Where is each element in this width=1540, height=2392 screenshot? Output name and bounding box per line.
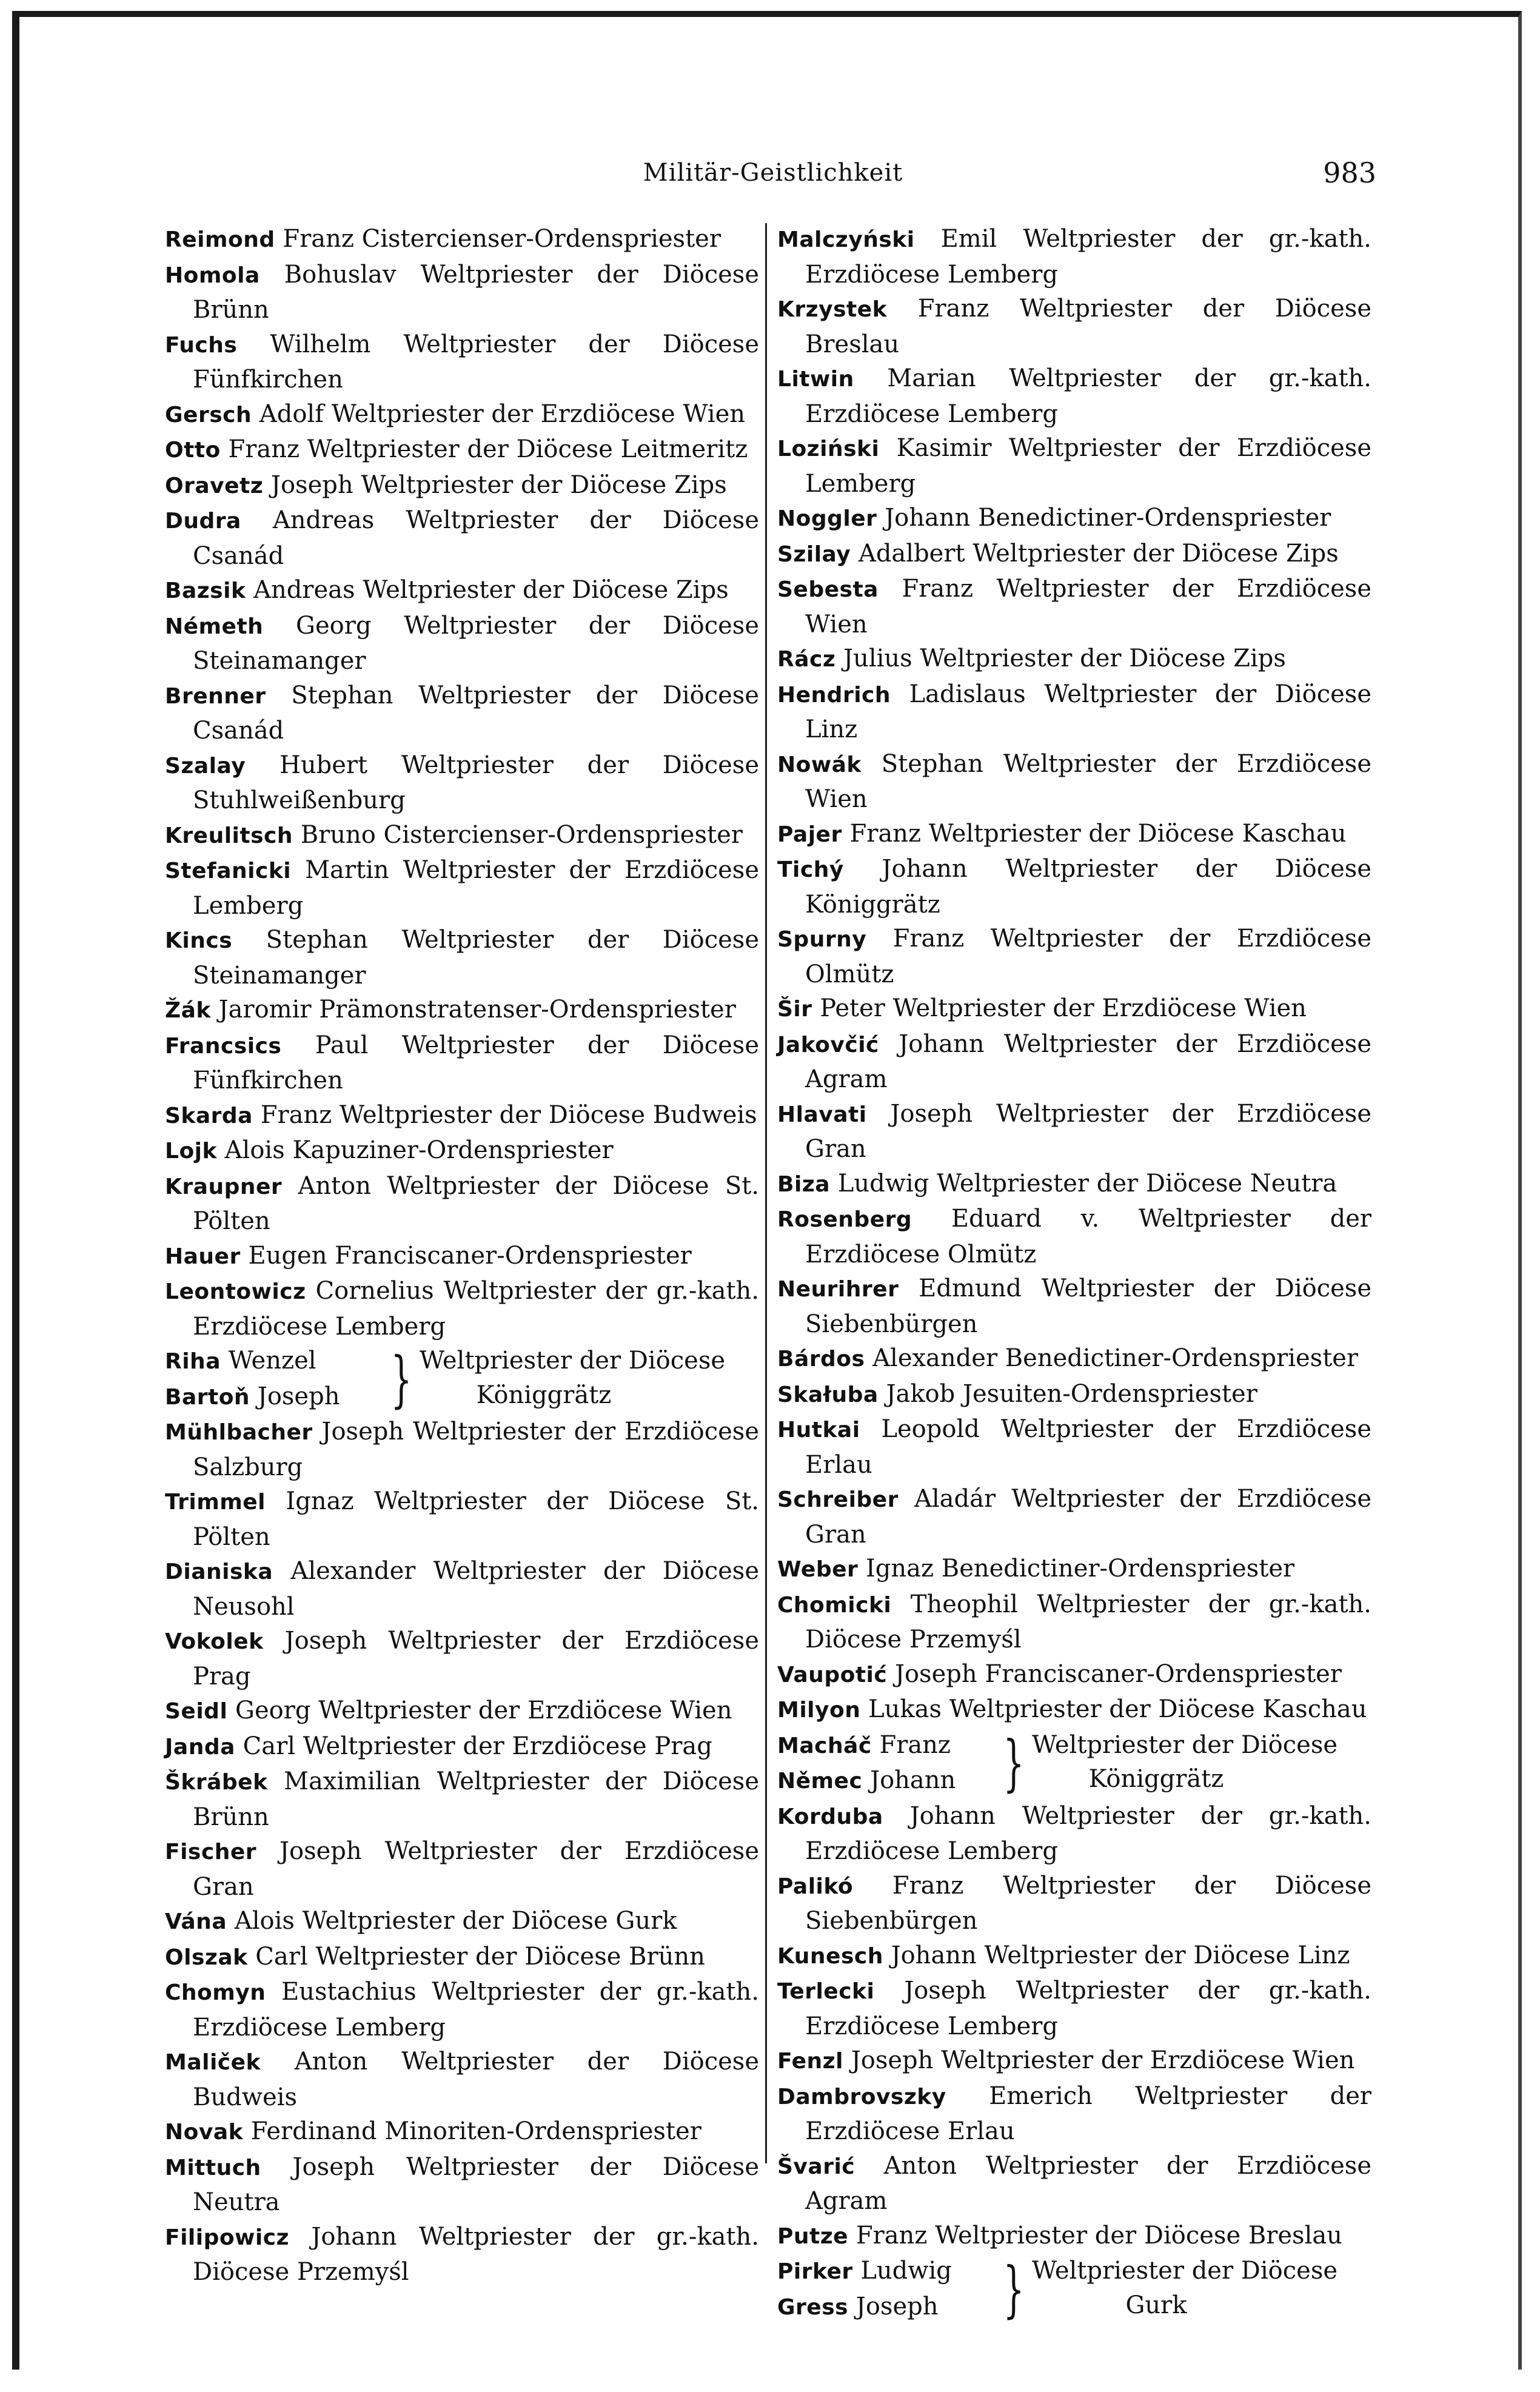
entry-details: Alois Weltpriester der Diöcese Gurk — [234, 1907, 677, 1935]
surname: Loziński — [777, 437, 880, 461]
entry-details: Franz Weltpriester der Erzdiöcese Wien — [805, 575, 1371, 638]
entry-details: Joseph Weltpriester der Erzdiöcese Gran — [193, 1837, 759, 1901]
entry — [777, 922, 1371, 991]
entry — [165, 1133, 759, 1169]
given-name: Ludwig — [860, 2257, 952, 2285]
entry — [777, 572, 1371, 642]
entry-details: Stephan Weltpriester der Diöcese Csanád — [193, 681, 759, 745]
entry — [777, 431, 1371, 501]
brace-icon: } — [1003, 2253, 1025, 2325]
entry — [777, 677, 1371, 747]
entry — [165, 1693, 759, 1729]
entry — [777, 1412, 1371, 1482]
brace-icon: } — [390, 1343, 412, 1415]
entry — [165, 2045, 759, 2114]
surname: Spurny — [777, 927, 867, 952]
entry-details: Franz Weltpriester der Erzdiöcese Olmütz — [805, 925, 1371, 988]
entry-details: Peter Weltpriester der Erzdiöcese Wien — [820, 994, 1307, 1022]
surname: Novak — [165, 2120, 244, 2145]
page-header — [170, 156, 1376, 195]
surname: Tichý — [777, 857, 844, 882]
surname: Pirker — [777, 2259, 853, 2284]
surname: Gersch — [165, 402, 252, 427]
entry — [777, 1552, 1371, 1587]
entry-details: Franz Weltpriester der Diöcese Siebenbürgen — [805, 1871, 1371, 1935]
entry-details: Theophil Weltpriester der gr.-kath. Diöcese Przemyśl — [805, 1590, 1371, 1653]
entry — [165, 1554, 759, 1624]
entry — [777, 1167, 1371, 1202]
entry-details: Carl Weltpriester der Diöcese Brünn — [255, 1942, 705, 1971]
grouped-names — [165, 1344, 389, 1415]
entry — [777, 1938, 1371, 1974]
entry-details: Joseph Weltpriester der Erzdiöcese Gran — [805, 1099, 1371, 1163]
entry — [777, 991, 1371, 1027]
entry-details: Anton Weltpriester der Diöcese Budweis — [193, 2048, 759, 2111]
surname: Rácz — [777, 647, 836, 672]
entry — [165, 818, 759, 854]
surname: Otto — [165, 438, 221, 463]
entry — [777, 2219, 1371, 2254]
entry-details: Franz Weltpriester der Diöcese Breslau — [805, 295, 1372, 358]
entry-details: Bruno Cistercienser-Ordenspriester — [300, 820, 743, 849]
entry-details: Andreas Weltpriester der Diöcese Zips — [253, 576, 729, 604]
entry-details: Ignaz Benedictiner-Ordenspriester — [866, 1555, 1295, 1583]
entry-details: Joseph Weltpriester der Erzdiöcese Wien — [851, 2046, 1355, 2074]
surname: Milyon — [777, 1698, 861, 1723]
surname: Krzystek — [777, 297, 888, 322]
column-divider — [765, 223, 767, 2163]
entry — [165, 1484, 759, 1554]
surname: Bartoň — [165, 1384, 250, 1410]
entry-details: Eugen Franciscaner-Ordenspriester — [248, 1241, 692, 1270]
entry — [165, 748, 759, 818]
surname: Lojk — [165, 1139, 217, 1164]
surname: Filipowicz — [165, 2225, 290, 2250]
surname: Hendrich — [777, 682, 891, 708]
entry-details: Joseph Weltpriester der Erzdiöcese Salzburg — [193, 1418, 759, 1481]
surname: Škrábek — [165, 1770, 268, 1795]
surname: Kreulitsch — [165, 823, 293, 848]
surname: Chomicki — [777, 1592, 892, 1618]
entry — [777, 852, 1371, 922]
entry — [165, 397, 759, 433]
entry — [777, 1974, 1371, 2043]
grouped-names — [777, 1728, 1002, 1799]
grouped-entry — [777, 2254, 1371, 2325]
entry — [165, 923, 759, 993]
entry-details: Stephan Weltpriester der Erzdiöcese Wien — [805, 749, 1371, 813]
running-title: Militär-Geistlichkeit — [643, 159, 903, 187]
grouped-names — [777, 2254, 1002, 2325]
entry-details: Ignaz Weltpriester der Diöcese St. Pölten — [193, 1487, 760, 1551]
surname: Sebesta — [777, 577, 879, 602]
entry — [777, 1692, 1371, 1728]
surname: Šir — [777, 997, 812, 1022]
entry — [777, 2149, 1371, 2219]
surname: Hutkai — [777, 1418, 860, 1442]
entry — [777, 1202, 1371, 1271]
entry — [165, 222, 759, 258]
surname: Kincs — [165, 928, 233, 953]
surname: Dambrovszky — [777, 2084, 946, 2109]
entry — [777, 537, 1371, 572]
surname: Hlavati — [777, 1102, 867, 1127]
surname: Dudra — [165, 509, 241, 534]
entry-details: Franz Weltpriester der Diöcese Kaschau — [849, 819, 1347, 848]
entry — [777, 1657, 1371, 1693]
left-column — [165, 222, 759, 2290]
entry-details: Andreas Weltpriester der Diöcese Csanád — [193, 506, 759, 570]
entry-details: Anton Weltpriester der Erzdiöcese Agram — [805, 2151, 1372, 2215]
entry — [165, 1169, 759, 1239]
entry — [165, 2220, 759, 2290]
entry-details: Kasimir Weltpriester der Erzdiöcese Lemberg — [805, 434, 1372, 498]
entry — [165, 1274, 759, 1344]
entry — [777, 1799, 1371, 1869]
surname: Stefanicki — [165, 859, 292, 883]
entry — [165, 1239, 759, 1275]
entry — [777, 2043, 1371, 2079]
grouped-entry — [165, 1344, 759, 1415]
entry — [165, 1975, 759, 2045]
surname: Nowák — [777, 752, 862, 777]
entry-details: Julius Weltpriester der Diöcese Zips — [843, 645, 1286, 672]
surname: Bazsik — [165, 578, 246, 603]
entry-details: Joseph Weltpriester der Erzdiöcese Prag — [193, 1627, 759, 1690]
shared-office — [1026, 2254, 1371, 2325]
entry — [165, 1098, 759, 1134]
entry-details: Johann Weltpriester der Diöcese Linz — [891, 1941, 1350, 1969]
surname: Neurihrer — [777, 1277, 899, 1302]
office-line: Königgrätz — [476, 1381, 612, 1409]
brace-icon: } — [1003, 1727, 1025, 1798]
entry — [777, 817, 1371, 853]
surname: Hauer — [165, 1244, 241, 1269]
entry — [777, 1482, 1371, 1552]
entry-details: Johann Weltpriester der gr.-kath. Diöcese Przemyśl — [193, 2222, 760, 2286]
entry-details: Lukas Weltpriester der Diöcese Kaschau — [868, 1695, 1367, 1723]
entry-details: Ferdinand Minoriten-Ordenspriester — [250, 2117, 701, 2145]
entry-line — [165, 1344, 389, 1379]
entry — [165, 609, 759, 678]
entry-details: Ladislaus Weltpriester der Diöcese Linz — [805, 680, 1371, 743]
surname: Chomyn — [165, 1980, 266, 2005]
entry-details: Eustachius Weltpriester der gr.-kath. Erzdiöcese Lemberg — [193, 1978, 759, 2042]
entry-details: Joseph Weltpriester der gr.-kath. Erzdiöcese Lemberg — [805, 1977, 1371, 2040]
surname: Jakovčić — [777, 1032, 879, 1057]
entry-details: Johann Weltpriester der gr.-kath. Erzdiöcese Lemberg — [805, 1801, 1372, 1865]
office-line: Königgrätz — [1088, 1765, 1224, 1793]
entry-details: Emerich Weltpriester der Erzdiöcese Erlau — [805, 2082, 1372, 2145]
entry — [777, 222, 1371, 292]
entry-details: Alexander Benedictiner-Ordenspriester — [872, 1344, 1359, 1372]
entry-details: Jakob Jesuiten-Ordenspriester — [886, 1379, 1257, 1408]
entry-details: Johann Weltpriester der Erzdiöcese Agram — [805, 1030, 1372, 1093]
entry — [165, 678, 759, 748]
entry-line — [777, 1763, 1002, 1799]
surname: Terlecki — [777, 1979, 875, 2004]
surname: Janda — [165, 1734, 235, 1760]
entry-details: Jaromir Prämonstratenser-Ordenspriester — [218, 996, 736, 1023]
entry — [777, 292, 1371, 361]
entry-details: Adalbert Weltpriester der Diöcese Zips — [858, 539, 1339, 568]
surname: Reimond — [165, 227, 275, 252]
office-line: Weltpriester der Diöcese — [1032, 1730, 1338, 1759]
surname: Žák — [165, 998, 211, 1023]
entry-details: Franz Weltpriester der Diöcese Budweis — [260, 1101, 757, 1129]
surname: Maliček — [165, 2050, 261, 2075]
surname: Szilay — [777, 541, 851, 567]
entry — [777, 501, 1371, 537]
surname: Pajer — [777, 822, 842, 847]
entry-details: Alexander Weltpriester der Diöcese Neusohl — [193, 1557, 760, 1621]
given-name: Wenzel — [228, 1347, 316, 1375]
given-name: Joseph — [855, 2292, 939, 2320]
entry — [165, 258, 759, 327]
entry — [777, 1027, 1371, 1097]
entry — [165, 1624, 759, 1693]
surname: Mittuch — [165, 2155, 261, 2180]
surname: Fenzl — [777, 2049, 843, 2074]
surname: Leontowicz — [165, 1279, 306, 1304]
entry-line — [777, 2290, 1002, 2325]
surname: Brenner — [165, 683, 266, 709]
surname: Malczyński — [777, 227, 915, 252]
entry — [777, 1271, 1371, 1341]
entry — [777, 1869, 1371, 1938]
entry-details: Johann Benedictiner-Ordenspriester — [885, 504, 1331, 532]
page-number: 983 — [1323, 156, 1376, 189]
surname: Biza — [777, 1171, 831, 1197]
surname: Litwin — [777, 367, 854, 392]
entry-details: Bohuslav Weltpriester der Diöcese Brünn — [193, 260, 759, 324]
entry — [777, 642, 1371, 677]
surname: Macháč — [777, 1733, 872, 1758]
entry — [777, 361, 1371, 431]
surname: Schreiber — [777, 1487, 899, 1512]
entry — [165, 993, 759, 1028]
entry-details: Hubert Weltpriester der Diöcese Stuhlweißenburg — [193, 751, 759, 814]
surname: Szalay — [165, 753, 246, 779]
entry — [777, 2079, 1371, 2149]
entry — [165, 1729, 759, 1765]
entry-details: Maximilian Weltpriester der Diöcese Brünn — [193, 1767, 760, 1831]
surname: Trimmel — [165, 1490, 266, 1515]
surname: Mühlbacher — [165, 1420, 313, 1445]
surname: Dianiska — [165, 1559, 273, 1584]
surname: Palikó — [777, 1874, 854, 1899]
entry-details: Marian Weltpriester der gr.-kath. Erzdiöcese Lemberg — [805, 364, 1371, 428]
surname: Gress — [777, 2294, 849, 2320]
entry — [165, 853, 759, 923]
entry-line — [165, 1379, 389, 1415]
entry-details: Cornelius Weltpriester der gr.-kath. Erzdiöcese Lemberg — [193, 1277, 759, 1341]
entry — [777, 1377, 1371, 1413]
shared-office — [413, 1344, 759, 1415]
entry — [777, 1587, 1371, 1657]
entry-details: Franz Cistercienser-Ordenspriester — [283, 225, 721, 253]
entry-details: Anton Weltpriester der Diöcese St. Pölten — [193, 1171, 760, 1235]
entry-details: Stephan Weltpriester der Diöcese Steinamanger — [193, 926, 759, 990]
entry — [777, 747, 1371, 817]
entry-details: Joseph Weltpriester der Diöcese Zips — [270, 471, 727, 499]
surname: Bárdos — [777, 1347, 865, 1372]
entry — [165, 2150, 759, 2220]
surname: Skarda — [165, 1103, 253, 1128]
surname: Rosenberg — [777, 1207, 912, 1232]
entry — [165, 1834, 759, 1904]
surname: Kunesch — [777, 1943, 883, 1969]
entry — [165, 468, 759, 504]
shared-office — [1026, 1728, 1371, 1799]
entry-details: Leopold Weltpriester der Erzdiöcese Erlau — [805, 1415, 1371, 1479]
surname: Němec — [777, 1769, 863, 1794]
surname: Švarić — [777, 2154, 855, 2179]
entry — [777, 1341, 1371, 1377]
entry-line — [777, 1728, 1002, 1764]
entry-details: Paul Weltpriester der Diöcese Fünfkirchen — [193, 1031, 759, 1094]
grouped-entry — [777, 1728, 1371, 1799]
office-line: Gurk — [1125, 2291, 1187, 2319]
entry-details: Eduard v. Weltpriester der Erzdiöcese Olmütz — [805, 1205, 1371, 1268]
surname: Vaupotić — [777, 1662, 888, 1687]
entry-line — [777, 2254, 1002, 2290]
right-column — [777, 222, 1371, 2325]
entry-details: Franz Weltpriester der Diöcese Breslau — [855, 2221, 1342, 2250]
office-line: Weltpriester der Diöcese — [1032, 2257, 1338, 2285]
surname: Vána — [165, 1909, 227, 1934]
surname: Oravetz — [165, 473, 264, 498]
entry-details: Johann Weltpriester der Diöcese Königgrätz — [805, 855, 1371, 919]
surname: Kraupner — [165, 1174, 283, 1199]
surname: Putze — [777, 2223, 849, 2249]
entry — [165, 1940, 759, 1975]
given-name: Franz — [879, 1730, 951, 1759]
entry — [777, 1097, 1371, 1167]
given-name: Joseph — [257, 1382, 340, 1410]
surname: Skałuba — [777, 1382, 879, 1407]
entry — [165, 2114, 759, 2150]
entry — [165, 573, 759, 609]
surname: Weber — [777, 1557, 859, 1582]
surname: Németh — [165, 614, 264, 639]
entry-details: Georg Weltpriester der Diöcese Steinamanger — [193, 611, 760, 675]
entry — [165, 503, 759, 573]
entry — [165, 1415, 759, 1484]
entry-details: Joseph Weltpriester der Diöcese Neutra — [193, 2152, 760, 2216]
given-name: Johann — [870, 1766, 956, 1794]
entry — [165, 432, 759, 468]
entry-details: Joseph Franciscaner-Ordenspriester — [894, 1660, 1342, 1688]
entry-details: Adolf Weltpriester der Erzdiöcese Wien — [259, 400, 746, 428]
surname: Homola — [165, 263, 260, 288]
entry — [165, 1028, 759, 1098]
entry-details: Alois Kapuziner-Ordenspriester — [224, 1136, 614, 1164]
entry — [165, 1904, 759, 1940]
surname: Riha — [165, 1349, 221, 1374]
surname: Olszak — [165, 1945, 248, 1970]
surname: Korduba — [777, 1804, 883, 1829]
entry-details: Martin Weltpriester der Erzdiöcese Lemberg — [193, 856, 759, 920]
surname: Vokolek — [165, 1629, 264, 1654]
entry-details: Georg Weltpriester der Erzdiöcese Wien — [235, 1697, 732, 1724]
entry — [165, 1764, 759, 1834]
office-line: Weltpriester der Diöcese — [420, 1347, 726, 1375]
surname: Fuchs — [165, 332, 238, 358]
entry-details: Carl Weltpriester der Erzdiöcese Prag — [243, 1732, 712, 1760]
surname: Noggler — [777, 506, 877, 531]
entry-details: Wilhelm Weltpriester der Diöcese Fünfkirchen — [193, 330, 759, 394]
entry-details: Ludwig Weltpriester der Diöcese Neutra — [837, 1169, 1337, 1198]
surname: Seidl — [165, 1699, 228, 1724]
entry — [165, 327, 759, 397]
surname: Francsics — [165, 1033, 282, 1059]
surname: Fischer — [165, 1840, 256, 1864]
entry-details: Emil Weltpriester der gr.-kath. Erzdiöcese Lemberg — [805, 225, 1372, 289]
entry-details: Franz Weltpriester der Diöcese Leitmeritz — [228, 435, 748, 463]
entry-details: Edmund Weltpriester der Diöcese Siebenbürgen — [805, 1275, 1371, 1338]
entry-details: Aladár Weltpriester der Erzdiöcese Gran — [805, 1485, 1371, 1549]
